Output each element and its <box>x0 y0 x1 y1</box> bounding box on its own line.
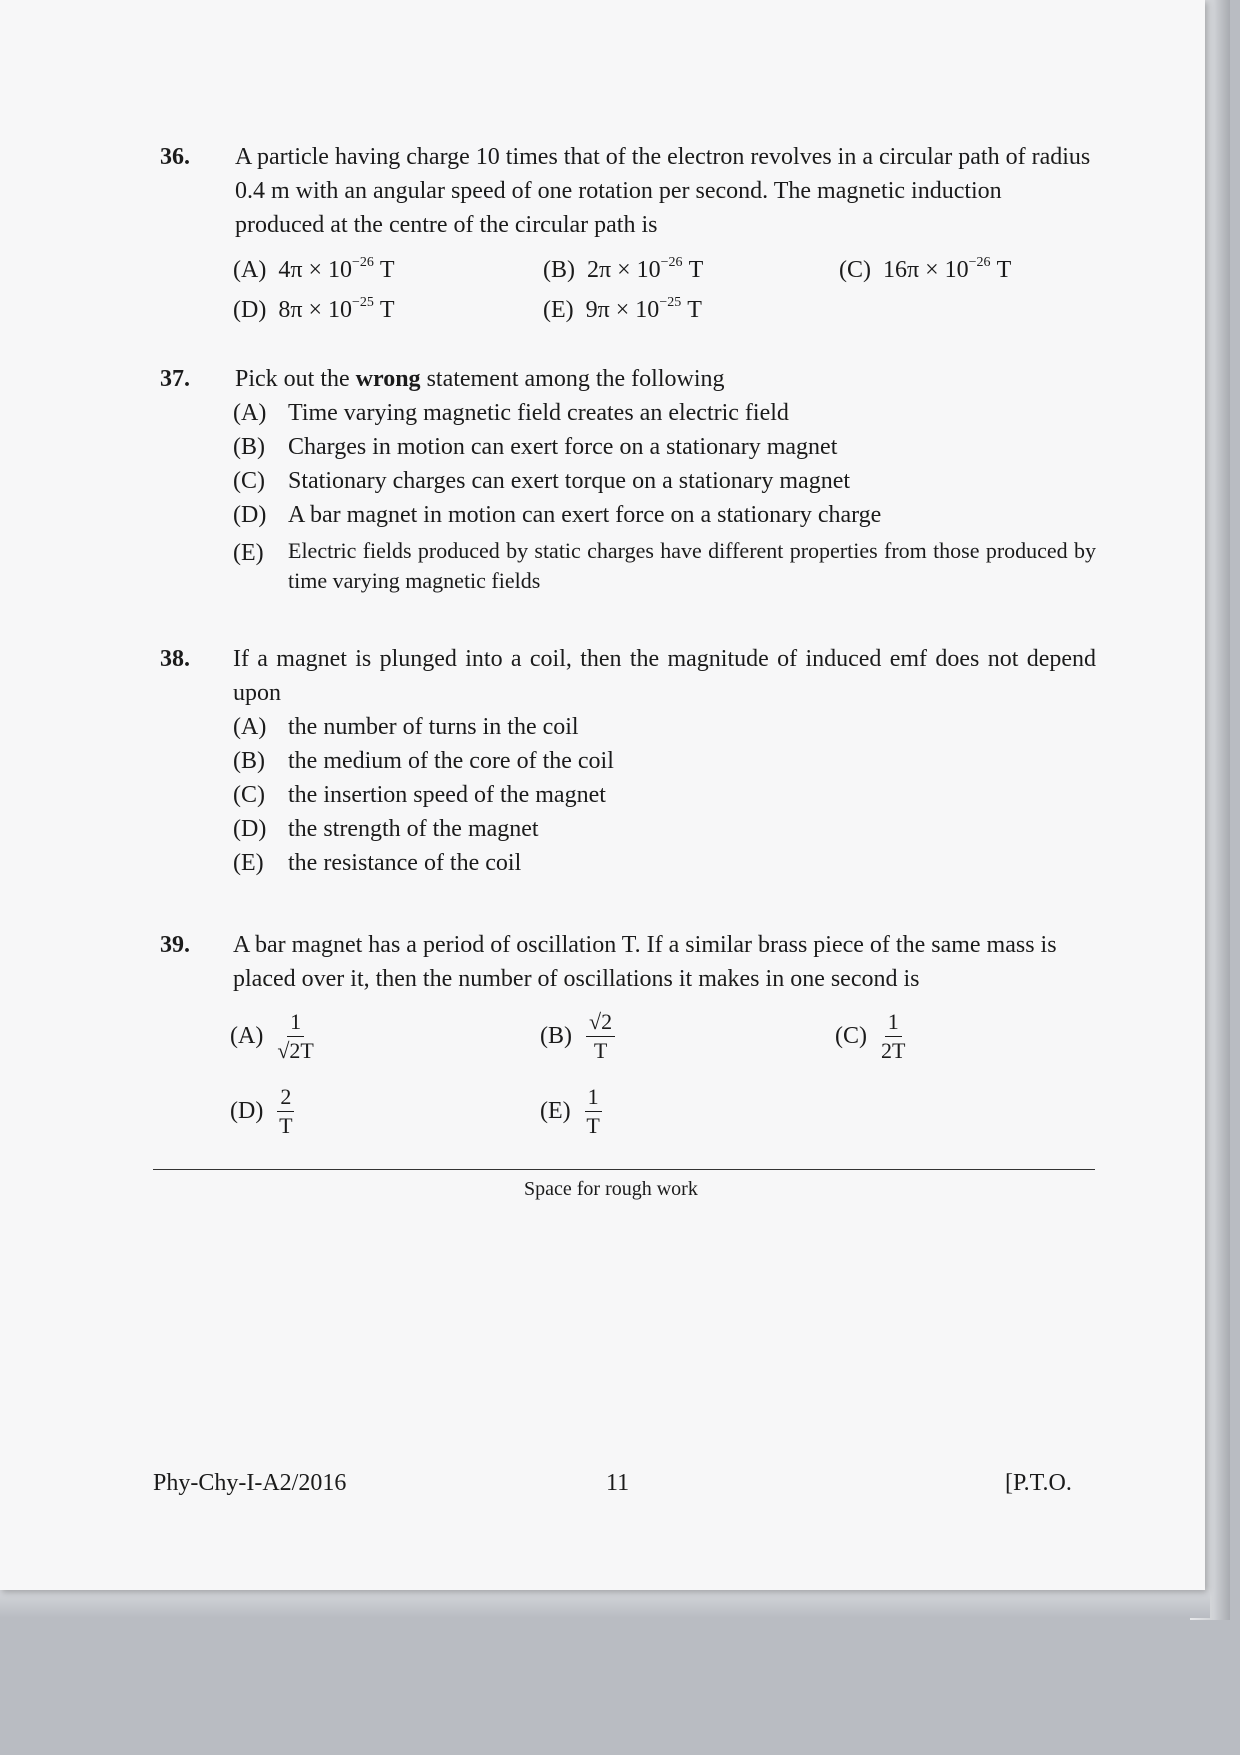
rough-work-label: Space for rough work <box>524 1178 698 1200</box>
option-a[interactable]: (A) the number of turns in the coil <box>233 714 579 740</box>
question-38 <box>160 642 1096 880</box>
option-c[interactable]: (C) the insertion speed of the magnet <box>233 782 606 808</box>
question-39 <box>160 928 1096 996</box>
option-d[interactable]: (D) $\frac{2}{T}$ <box>230 1084 293 1138</box>
option-e[interactable]: (E) $\frac{1}{T}$ <box>540 1084 600 1138</box>
question-text: A particle having charge 10 times that of the electron revolves in a circular path of radius 0.4 m with an angular speed of one rotation per second. The magnetic induction produced at the centre of the circular path is <box>235 144 1091 238</box>
option-b[interactable]: (B) the medium of the core of the coil <box>233 748 614 774</box>
option-c[interactable]: (C) Stationary charges can exert torque on a stationary magnet <box>233 468 851 494</box>
fraction: $\frac{1}{T}$ <box>586 1084 600 1138</box>
question-number: 36. <box>160 144 190 170</box>
page-bottom-shadow <box>0 1590 1210 1618</box>
option-b[interactable]: (B) $2\pi \times 10^{-26}$ T <box>543 255 704 283</box>
fraction: $\frac{√2}{T}$ <box>586 1010 615 1063</box>
option-e[interactable]: (E) Electric fields produced by static charges have different properties from those produced by time varying magnetic fields <box>233 538 1096 593</box>
option-d[interactable]: (D) A bar magnet in motion can exert force on a stationary charge <box>233 502 882 528</box>
question-37 <box>160 362 1096 596</box>
pto-label: [P.T.O. <box>1005 1470 1072 1496</box>
divider-line <box>153 1169 1095 1170</box>
paper-code: Phy-Chy-I-A2/2016 <box>153 1470 347 1496</box>
question-number: 37. <box>160 366 190 392</box>
fraction: $\frac{1}{2T}$ <box>881 1009 906 1063</box>
option-a[interactable]: (A) $4\pi \times 10^{-26}$ T <box>233 255 395 283</box>
option-c[interactable]: (C) $16\pi \times 10^{-26}$ T <box>839 255 1012 283</box>
question-number: 38. <box>160 646 190 672</box>
question-text: If a magnet is plunged into a coil, then the magnitude of induced emf does not depend upon <box>233 646 1096 706</box>
question-37-options <box>233 396 1096 596</box>
option-d[interactable]: (D) the strength of the magnet <box>233 816 539 842</box>
option-c[interactable]: (C) $\frac{1}{2T}$ <box>835 1009 906 1063</box>
question-36 <box>160 140 1096 242</box>
question-number: 39. <box>160 932 190 958</box>
page-number: 11 <box>606 1470 630 1496</box>
fraction: $\frac{1}{√2T}$ <box>277 1009 314 1063</box>
option-a[interactable]: (A) Time varying magnetic field creates an electric field <box>233 400 789 426</box>
option-a[interactable]: (A) $\frac{1}{√2T}$ <box>230 1009 314 1063</box>
question-text: A bar magnet has a period of oscillation T. If a similar brass piece of the same mass is placed over it, then the number of oscillations it makes in one second is <box>233 932 1057 992</box>
question-38-options <box>233 710 1096 880</box>
option-b[interactable]: (B) $\frac{√2}{T}$ <box>540 1010 615 1063</box>
fraction: $\frac{2}{T}$ <box>279 1084 293 1138</box>
option-d[interactable]: (D) $8\pi \times 10^{-25}$ T <box>233 295 395 323</box>
option-e[interactable]: (E) the resistance of the coil <box>233 850 522 876</box>
option-e[interactable]: (E) $9\pi \times 10^{-25}$ T <box>543 295 702 323</box>
option-b[interactable]: (B) Charges in motion can exert force on a stationary magnet <box>233 434 838 460</box>
question-text: Pick out the wrong statement among the following <box>235 366 725 392</box>
